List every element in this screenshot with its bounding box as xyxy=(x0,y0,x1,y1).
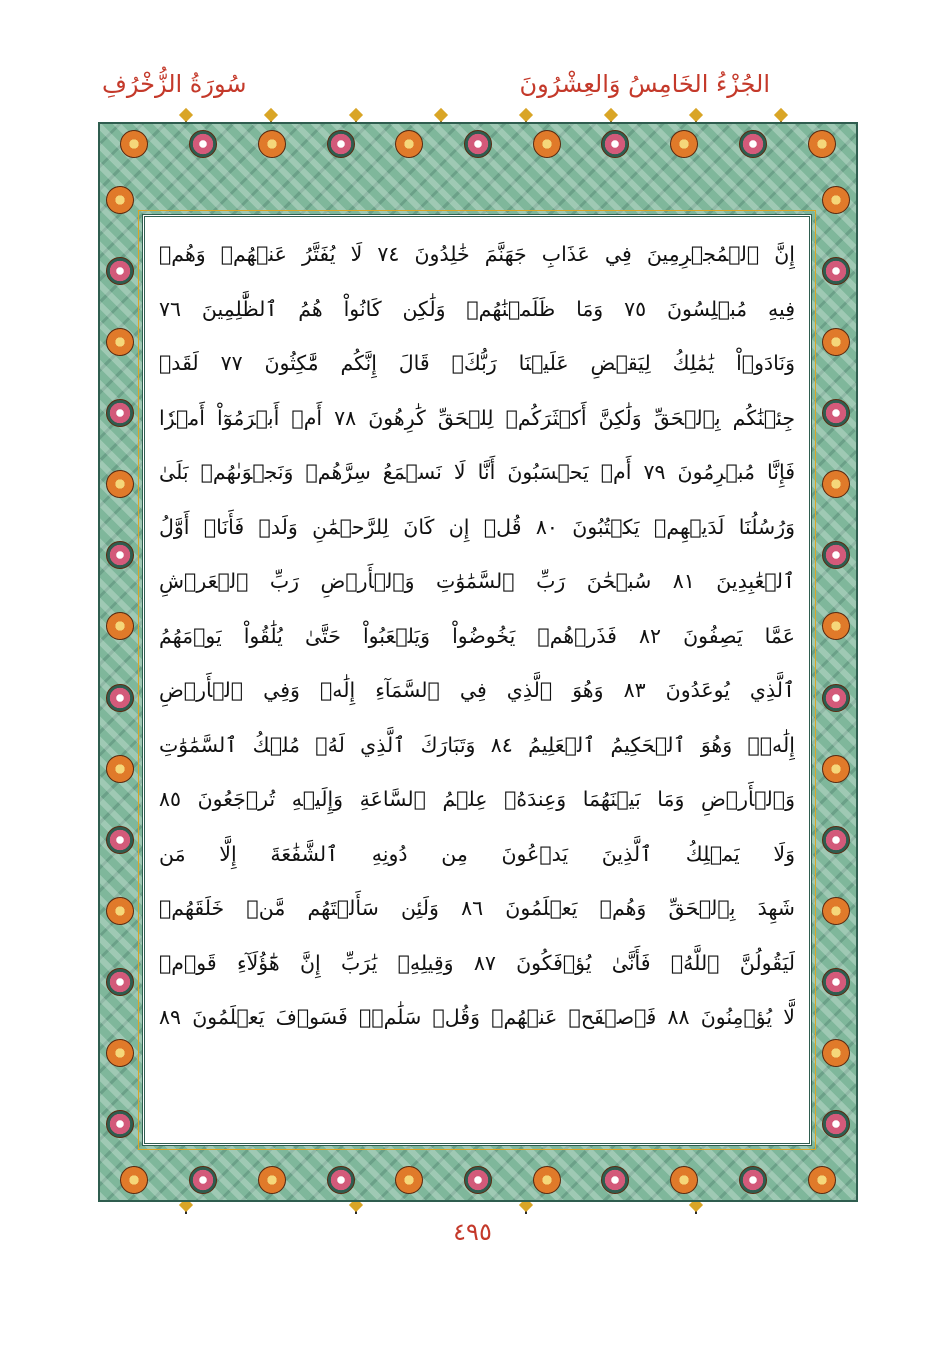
text-line: وَلَا يَمۡلِكُ ٱلَّذِينَ يَدۡعُونَ مِن دُونِهِ ٱلشَّفَٰعَةَ إِلَّا مَن xyxy=(159,841,795,866)
flower-ornament-icon xyxy=(822,257,850,285)
right-ornament-column xyxy=(818,164,854,1160)
flower-ornament-icon xyxy=(106,684,134,712)
flower-ornament-icon xyxy=(822,1110,850,1138)
text-line: عَمَّا يَصِفُونَ ٨٢ فَذَرۡهُمۡ يَخُوضُواْ وَيَلۡعَبُواْ حَتَّىٰ يُلَٰقُواْ يَوۡمَهُمُ xyxy=(159,623,795,648)
flower-ornament-icon xyxy=(533,1166,561,1194)
text-line: إِنَّ ٱلۡمُجۡرِمِينَ فِي عَذَابِ جَهَنَّمَ خَٰلِدُونَ ٧٤ لَا يُفَتَّرُ عَنۡهُمۡ وَهُمۡ xyxy=(159,242,795,266)
left-ornament-column xyxy=(102,164,138,1160)
flower-ornament-icon xyxy=(106,755,134,783)
flower-ornament-icon xyxy=(822,186,850,214)
flower-ornament-icon xyxy=(464,1166,492,1194)
flower-ornament-icon xyxy=(822,1039,850,1067)
page-number: ٤٩٥ xyxy=(453,1218,492,1246)
flower-ornament-icon xyxy=(822,897,850,925)
flower-ornament-icon xyxy=(601,1166,629,1194)
flower-ornament-icon xyxy=(395,130,423,158)
text-line: شَهِدَ بِٱلۡحَقِّ وَهُمۡ يَعۡلَمُونَ ٨٦ وَلَئِن سَأَلۡتَهُم مَّنۡ خَلَقَهُمۡ xyxy=(159,896,795,920)
text-line: فَإِنَّا مُبۡرِمُونَ ٧٩ أَمۡ يَحۡسَبُونَ أَنَّا لَا نَسۡمَعُ سِرَّهُمۡ وَنَجۡوَىٰهُمۚ بَلَىٰ xyxy=(159,460,795,484)
flower-ornament-icon xyxy=(106,826,134,854)
text-line: وَرُسُلُنَا لَدَيۡهِمۡ يَكۡتُبُونَ ٨٠ قُلۡ إِن كَانَ لِلرَّحۡمَٰنِ وَلَدٞ فَأَنَا۠ أَوَّلُ xyxy=(159,514,795,539)
text-line: لَيَقُولُنَّ ٱللَّهُۖ فَأَنَّىٰ يُؤۡفَكُونَ ٨٧ وَقِيلِهِۦ يَٰرَبِّ إِنَّ هَٰٓؤُلَآءِ قَوۡمٞ xyxy=(159,950,795,975)
surah-title: سُورَةُ الزُّخْرُفِ xyxy=(102,70,247,98)
flower-ornament-icon xyxy=(822,470,850,498)
flower-ornament-icon xyxy=(106,1039,134,1067)
flower-ornament-icon xyxy=(533,130,561,158)
text-line: لَّا يُؤۡمِنُونَ ٨٨ فَٱصۡفَحۡ عَنۡهُمۡ وَقُلۡ سَلَٰمٞۚ فَسَوۡفَ يَعۡلَمُونَ ٨٩ xyxy=(159,1005,795,1029)
flower-ornament-icon xyxy=(106,328,134,356)
flower-ornament-icon xyxy=(258,1166,286,1194)
flower-ornament-icon xyxy=(106,968,134,996)
flower-ornament-icon xyxy=(258,130,286,158)
flower-ornament-icon xyxy=(822,826,850,854)
flower-ornament-icon xyxy=(739,1166,767,1194)
flower-ornament-icon xyxy=(808,130,836,158)
flower-ornament-icon xyxy=(106,897,134,925)
flower-ornament-icon xyxy=(464,130,492,158)
text-line: إِلَٰهٞۚ وَهُوَ ٱلۡحَكِيمُ ٱلۡعَلِيمُ ٨٤ وَتَبَارَكَ ٱلَّذِي لَهُۥ مُلۡكُ ٱلسَّمَٰوَٰتِ xyxy=(159,732,795,757)
bottom-ornament-row xyxy=(100,1162,856,1198)
flower-ornament-icon xyxy=(327,130,355,158)
text-line: جِئۡنَٰكُم بِٱلۡحَقِّ وَلَٰكِنَّ أَكۡثَرَكُمۡ لِلۡحَقِّ كَٰرِهُونَ ٧٨ أَمۡ أَبۡرَمُوٓاْ أَمۡرٗا xyxy=(159,405,795,430)
flower-ornament-icon xyxy=(822,399,850,427)
flower-ornament-icon xyxy=(808,1166,836,1194)
flower-ornament-icon xyxy=(106,612,134,640)
text-line: وَٱلۡأَرۡضِ وَمَا بَيۡنَهُمَا وَعِندَهُۥ عِلۡمُ ٱلسَّاعَةِ وَإِلَيۡهِ تُرۡجَعُونَ ٨٥ xyxy=(159,787,795,811)
flower-ornament-icon xyxy=(120,130,148,158)
flower-ornament-icon xyxy=(106,257,134,285)
flower-ornament-icon xyxy=(189,1166,217,1194)
flower-ornament-icon xyxy=(327,1166,355,1194)
text-panel xyxy=(142,214,812,1146)
flower-ornament-icon xyxy=(120,1166,148,1194)
flower-ornament-icon xyxy=(822,328,850,356)
flower-ornament-icon xyxy=(822,755,850,783)
top-ornament-row xyxy=(100,126,856,162)
flower-ornament-icon xyxy=(670,1166,698,1194)
text-line: وَنَادَوۡاْ يَٰمَٰلِكُ لِيَقۡضِ عَلَيۡنَا رَبُّكَۖ قَالَ إِنَّكُم مَّٰكِثُونَ ٧٧ لَقَدۡ xyxy=(159,351,795,375)
flower-ornament-icon xyxy=(106,541,134,569)
flower-ornament-icon xyxy=(106,186,134,214)
spike-ornament xyxy=(695,1200,697,1214)
flower-ornament-icon xyxy=(395,1166,423,1194)
flower-ornament-icon xyxy=(822,541,850,569)
spike-ornament xyxy=(355,1200,357,1214)
text-line: ٱلَّذِي يُوعَدُونَ ٨٣ وَهُوَ ٱلَّذِي فِي ٱلسَّمَآءِ إِلَٰهٞ وَفِي ٱلۡأَرۡضِ xyxy=(159,678,795,702)
flower-ornament-icon xyxy=(739,130,767,158)
spike-ornament xyxy=(525,1200,527,1214)
flower-ornament-icon xyxy=(106,1110,134,1138)
flower-ornament-icon xyxy=(822,684,850,712)
flower-ornament-icon xyxy=(822,612,850,640)
flower-ornament-icon xyxy=(601,130,629,158)
text-line: فِيهِ مُبۡلِسُونَ ٧٥ وَمَا ظَلَمۡنَٰهُمۡ وَلَٰكِن كَانُواْ هُمُ ٱلظَّٰلِمِينَ ٧٦ xyxy=(159,296,795,321)
text-line: ٱلۡعَٰبِدِينَ ٨١ سُبۡحَٰنَ رَبِّ ٱلسَّمَٰوَٰتِ وَٱلۡأَرۡضِ رَبِّ ٱلۡعَرۡشِ xyxy=(159,569,795,593)
flower-ornament-icon xyxy=(670,130,698,158)
text-line xyxy=(159,1045,795,1100)
spike-ornament xyxy=(185,1200,187,1214)
juz-title: الجُزْءُ الخَامِسُ وَالعِشْرُونَ xyxy=(519,70,770,98)
flower-ornament-icon xyxy=(106,470,134,498)
flower-ornament-icon xyxy=(822,968,850,996)
flower-ornament-icon xyxy=(106,399,134,427)
flower-ornament-icon xyxy=(189,130,217,158)
